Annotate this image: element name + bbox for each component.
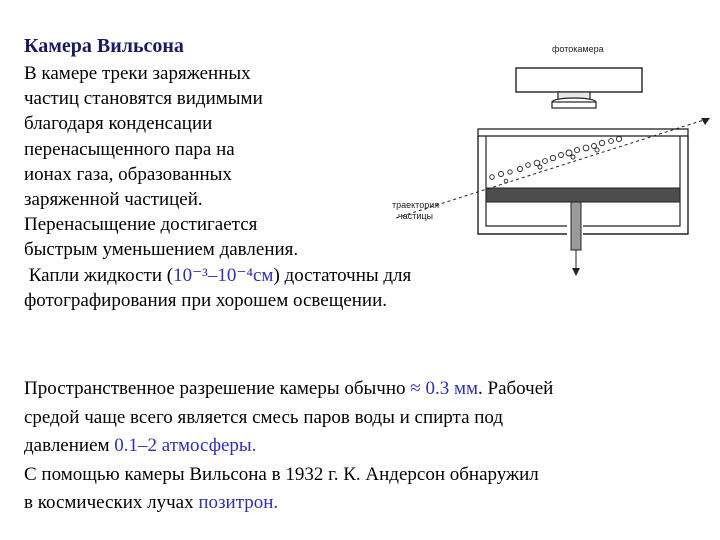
pressure-prefix: давлением xyxy=(24,435,115,456)
droplet xyxy=(571,155,575,159)
para2-line-4: С помощью камеры Вильсона в 1932 г. К. Андерсон обнаружил xyxy=(24,463,539,485)
droplet xyxy=(499,172,504,177)
camera-label: фотокамера xyxy=(552,44,604,54)
trajectory-label-line1: траектория xyxy=(392,200,440,210)
para2-line-2: средой чаще всего является смесь паров воды и спирта под xyxy=(24,406,504,428)
para1-line-2: частиц становятся видимыми xyxy=(24,88,263,110)
para2-line-5 xyxy=(24,489,714,518)
resolution-value: ≈ 0.3 мм xyxy=(410,378,478,399)
cloud-chamber-diagram xyxy=(380,36,720,286)
camera-lens-barrel-icon xyxy=(552,102,596,108)
droplet xyxy=(616,136,621,141)
pressure-value: 0.1–2 атмосферы. xyxy=(114,435,257,456)
slide-title: Камера Вильсона xyxy=(24,35,184,57)
para2-line-1 xyxy=(24,375,714,404)
piston-rod xyxy=(571,202,581,250)
para1-line-3: благодаря конденсации xyxy=(24,113,213,135)
droplet xyxy=(592,144,597,149)
para1-line-7: Перенасыщение достигается xyxy=(24,214,258,236)
drops-size-value: 10⁻³–10⁻⁴см xyxy=(173,264,274,286)
chamber-glass-lid xyxy=(478,129,688,136)
droplet xyxy=(504,179,508,183)
chamber-inner-wall xyxy=(486,136,680,226)
para1-last-line: фотографирования при хорошем освещении. xyxy=(24,289,388,311)
droplet xyxy=(490,175,495,180)
drops-suffix: ) достаточны для xyxy=(273,264,412,286)
droplet xyxy=(559,153,564,158)
droplet xyxy=(595,148,599,152)
para1-line-4: перенасыщенного пара на xyxy=(24,138,235,160)
droplet xyxy=(508,170,512,174)
trajectory-label-line2: частицы xyxy=(398,211,433,221)
droplet xyxy=(526,163,531,168)
para1-line-5: ионах газа, образованных xyxy=(24,163,232,185)
droplet xyxy=(566,150,572,156)
chamber-outer-wall xyxy=(478,136,688,234)
droplet xyxy=(574,147,579,152)
droplet xyxy=(550,155,555,160)
positron-value: позитрон. xyxy=(198,492,279,513)
droplet xyxy=(609,139,614,144)
droplet xyxy=(517,166,522,171)
droplet xyxy=(538,165,542,169)
para1-line-1: В камере треки заряженных xyxy=(24,63,251,84)
resolution-prefix: Пространственное разрешение камеры обычно xyxy=(24,378,411,399)
camera-body-icon xyxy=(516,68,642,92)
para1-line-6: заряженной частицей. xyxy=(24,189,203,211)
para1-line-8: быстрым уменьшением давления. xyxy=(24,239,299,261)
paragraph-resolution xyxy=(24,375,714,518)
drops-prefix: Капли жидкости ( xyxy=(24,264,174,286)
para2-line-3 xyxy=(24,432,714,461)
positron-prefix: в космических лучах xyxy=(24,492,199,513)
droplet xyxy=(543,159,548,164)
piston-plate xyxy=(486,188,680,202)
trajectory-arrow-icon xyxy=(701,118,710,125)
resolution-suffix: . Рабочей xyxy=(478,378,554,399)
droplet xyxy=(583,145,589,151)
droplet xyxy=(599,140,604,145)
droplets-group xyxy=(490,136,622,182)
piston-down-arrow-icon xyxy=(572,268,580,276)
